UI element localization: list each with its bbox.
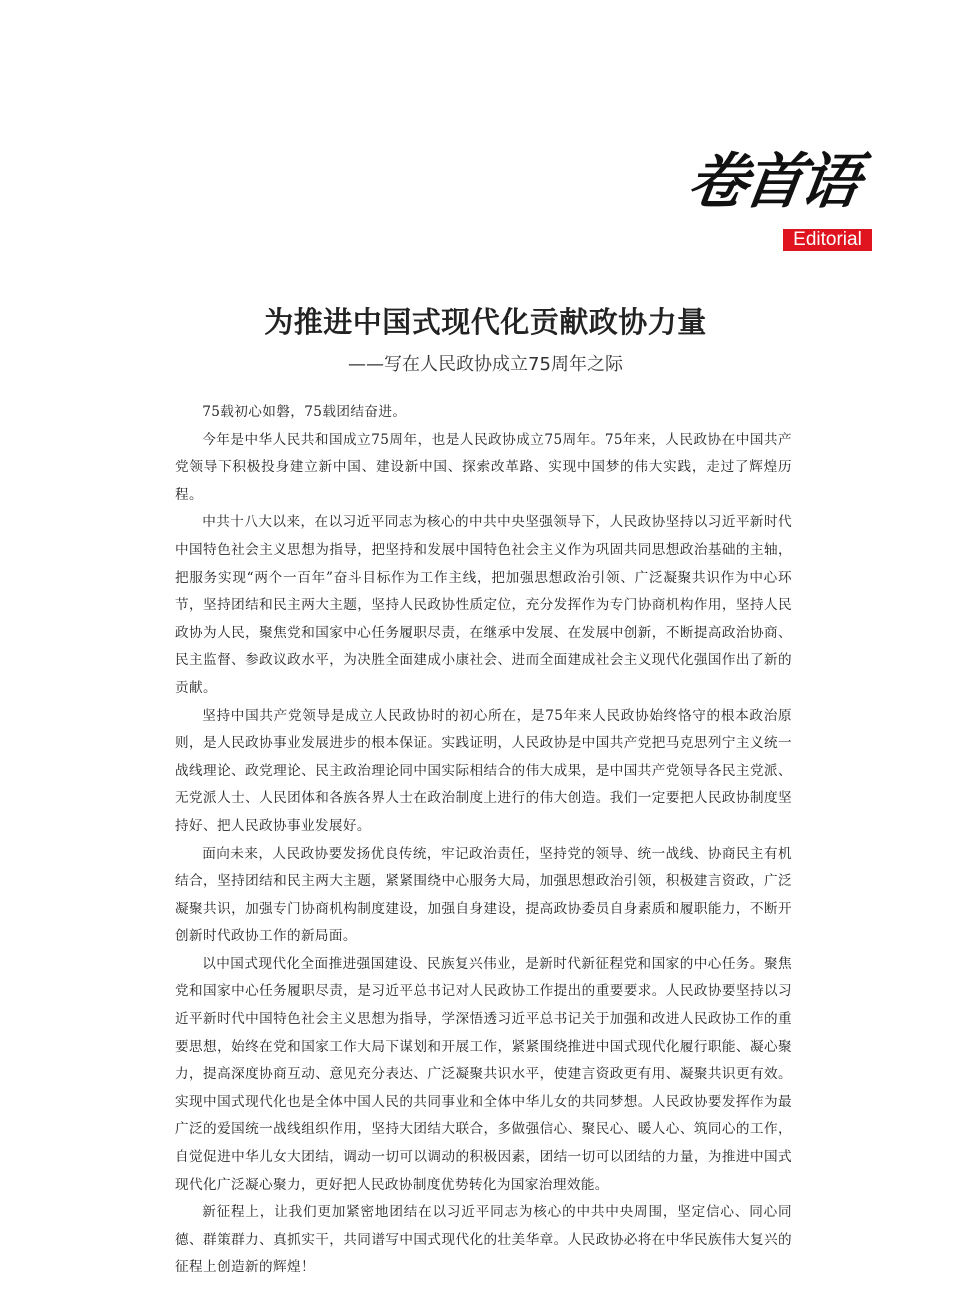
article-subtitle: ——写在人民政协成立75周年之际 — [348, 354, 623, 375]
paragraph: 面向未来，人民政协要发扬优良传统，牢记政治责任，坚持党的领导、统一战线、协商民主有机结合，坚持团结和民主两大主题，紧紧围绕中心服务大局，加强思想政治引领，积极建言资政，广泛凝聚共识，加强专门协商机构制度建设，加强自身建设，提高政协委员自身素质和履职能力，不断开创新时代政协工作的新局面。 — [175, 845, 792, 945]
column-logo: 卷首语 — [683, 147, 861, 217]
paragraph: 坚持中国共产党领导是成立人民政协时的初心所在，是75年来人民政协始终恪守的根本政治原则，是人民政协事业发展进步的根本保证。实践证明，人民政协是中国共产党把马克思列宁主义统一战线理论、政党理论、民主政治理论同中国实际相结合的伟大成果，是中国共产党领导各民主党派、无党派人士、人民团体和各族各界人士在政治制度上进行的伟大创造。我们一定要把人民政协制度坚持好、把人民政协事业发展好。 — [175, 707, 792, 834]
paragraph: 75载初心如磐，75载团结奋进。 — [202, 404, 407, 420]
article-title: 为推进中国式现代化贡献政协力量 — [264, 305, 707, 339]
paragraph: 以中国式现代化全面推进强国建设、民族复兴伟业，是新时代新征程党和国家的中心任务。聚焦党和国家中心任务履职尽责，是习近平总书记对人民政协工作提出的重要要求。人民政协要坚持以习近平新时代中国特色社会主义思想为指导，学深悟透习近平总书记关于加强和改进人民政协工作的重要思想，始终在党和国家工作大局下谋划和开展工作，紧紧围绕推进中国式现代化履行职能、凝心聚力，提高深度协商互动、意见充分表达、广泛凝聚共识水平，使建言资政更有用、凝聚共识更有效。实现中国式现代化也是全体中国人民的共同事业和全体中华儿女的共同梦想。人民政协要发挥作为最广泛的爱国统一战线组织作用，坚持大团结大联合，多做强信心、聚民心、暖人心、筑同心的工作，自觉促进中华儿女大团结，调动一切可以调动的积极因素，团结一切可以团结的力量，为推进中国式现代化广泛凝心聚力，更好把人民政协制度优势转化为国家治理效能。 — [175, 955, 792, 1193]
article-body — [175, 399, 792, 1282]
paragraph: 今年是中华人民共和国成立75周年，也是人民政协成立75周年。75年来，人民政协在中国共产党领导下积极投身建立新中国、建设新中国、探索改革路、实现中国梦的伟大实践，走过了辉煌历程。 — [175, 431, 792, 503]
paragraph: 中共十八大以来，在以习近平同志为核心的中共中央坚强领导下，人民政协坚持以习近平新时代中国特色社会主义思想为指导，把坚持和发展中国特色社会主义作为巩固共同思想政治基础的主轴，把服务实现“两个一百年”奋斗目标作为工作主线，把加强思想政治引领、广泛凝聚共识作为中心环节，坚持团结和民主两大主题，坚持人民政协性质定位，充分发挥作为专门协商机构作用，坚持人民政协为人民，聚焦党和国家中心任务履职尽责，在继承中发展、在发展中创新，不断提高政治协商、民主监督、参政议政水平，为决胜全面建成小康社会、进而全面建成社会主义现代化强国作出了新的贡献。 — [175, 514, 792, 696]
section-label: Editorial — [783, 229, 872, 251]
paragraph: 新征程上，让我们更加紧密地团结在以习近平同志为核心的中共中央周围，坚定信心、同心同德、群策群力、真抓实干，共同谱写中国式现代化的壮美华章。人民政协必将在中华民族伟大复兴的征程上创造新的辉煌！ — [175, 1204, 792, 1276]
